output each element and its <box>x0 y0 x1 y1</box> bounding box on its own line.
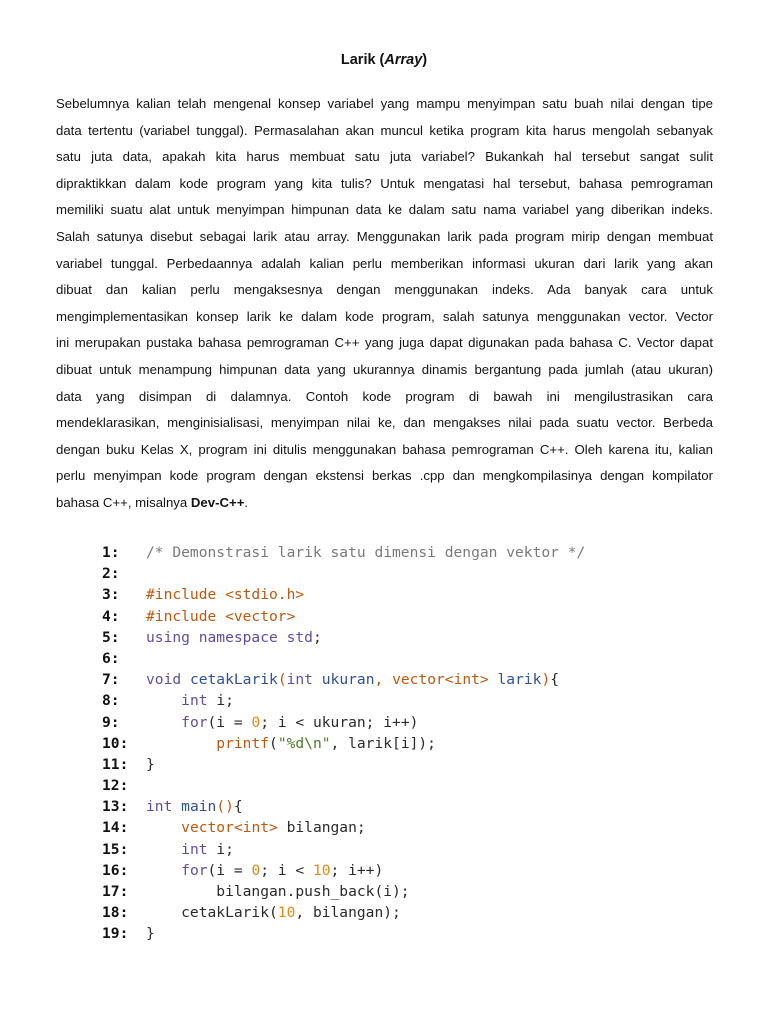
line-number: 16: <box>102 861 129 879</box>
paragraph-last-line <box>56 490 713 517</box>
paragraph-line: variabel tunggal. Perbedaannya adalah kalian perlu memberikan informasi ukuran dari larik yang akan <box>56 255 713 271</box>
code-listing <box>102 542 722 945</box>
line-number: 7: <box>102 671 120 689</box>
code-token: int <box>286 671 322 689</box>
code-token <box>146 819 181 836</box>
code-token: printf <box>216 734 270 752</box>
page-title <box>0 52 768 68</box>
code-token: 10 <box>312 861 331 879</box>
code-line <box>102 881 722 902</box>
paragraph-line: ini merupakan pustaka bahasa pemrograman C++ yang juga dapat digunakan pada bahasa C. Vector dapat <box>56 335 713 351</box>
code-token: (i = <box>207 861 252 879</box>
paragraph-last-suffix: . <box>244 494 249 510</box>
line-number: 1: <box>102 544 120 561</box>
code-token: bilangan.push_back(i); <box>146 883 410 900</box>
code-token: ; i < <box>260 861 313 879</box>
code-line <box>102 754 722 775</box>
code-token: ukuran <box>321 671 375 689</box>
line-number: 6: <box>102 649 120 667</box>
line-number: 5: <box>102 628 120 646</box>
paragraph-line: data yang disimpan di dalamnya. Contoh kode program di bawah ini mengilustrasikan cara <box>56 388 713 404</box>
code-token: i; <box>216 692 234 710</box>
code-line <box>102 733 722 754</box>
code-token: ) <box>541 671 551 689</box>
title-close: ) <box>422 52 428 68</box>
code-token: vector<int> <box>392 671 498 689</box>
paragraph-line: satu juta data, apakah kita harus membuat satu juta variabel? Bukankah hal tersebut sangat sulit <box>56 149 713 165</box>
code-line <box>102 690 722 711</box>
paragraph-line: perlu menyimpan kode program dengan ekstensi berkas .cpp dan mengkompilasinya dengan kompilator <box>56 468 713 484</box>
line-number: 11: <box>102 755 129 773</box>
code-line <box>102 627 722 648</box>
code-token: cetakLarik <box>189 671 278 689</box>
code-text <box>146 671 559 688</box>
code-text <box>146 735 436 752</box>
code-token: cetakLarik( <box>146 904 278 922</box>
paragraph-line: mengimplementasikan konsep larik ke dalam kode program, salah satunya menggunakan vector. Vector <box>56 308 713 324</box>
code-text <box>146 819 366 836</box>
paragraph-line: Sebelumnya kalian telah mengenal konsep variabel yang mampu menyimpan satu buah nilai dengan tipe <box>56 96 713 111</box>
code-token: { <box>550 671 560 689</box>
paragraph-line: data tertentu (variabel tunggal). Permasalahan akan muncul ketika program kita harus mengolah sebanyak <box>56 122 713 138</box>
line-number: 2: <box>102 565 120 583</box>
code-token: larik <box>497 671 542 689</box>
line-number: 19: <box>102 925 129 943</box>
code-token: i; <box>216 840 234 858</box>
code-token: , <box>374 671 393 689</box>
line-number: 14: <box>102 819 129 837</box>
code-text <box>146 798 243 815</box>
code-line <box>102 584 722 605</box>
line-number: 18: <box>102 904 129 922</box>
code-text <box>146 714 418 731</box>
code-text <box>146 925 155 942</box>
line-number: 13: <box>102 798 129 816</box>
code-token: 10 <box>277 904 296 922</box>
code-token <box>146 735 216 752</box>
paragraph-line: mendeklarasikan, menginisialisasi, menyimpan nilai ke, dan mengakses nilai pada suatu vector. Berbeda <box>56 415 713 431</box>
code-token: ( <box>277 671 287 689</box>
code-token: "%d\n" <box>277 734 331 752</box>
code-token: ; i++) <box>330 861 384 879</box>
code-text <box>146 544 585 561</box>
line-number: 12: <box>102 777 129 795</box>
code-token: (i = <box>207 713 252 731</box>
code-token: void <box>146 671 190 689</box>
code-line <box>102 817 722 838</box>
line-number: 3: <box>102 586 120 604</box>
paragraph-line: Salah satunya disebut sebagai larik atau array. Menggunakan larik pada program mirip dengan membuat <box>56 228 713 244</box>
code-token: int <box>181 840 217 858</box>
code-text <box>146 586 304 603</box>
code-token <box>146 841 181 858</box>
intro-paragraph <box>56 91 713 517</box>
code-token: { <box>233 798 243 816</box>
line-number: 4: <box>102 607 120 625</box>
code-text <box>146 692 234 709</box>
code-token: #include <stdio.h> <box>146 586 305 604</box>
line-number: 8: <box>102 692 120 710</box>
code-line <box>102 860 722 881</box>
code-token: main <box>181 798 217 816</box>
code-token: #include <vector> <box>146 607 296 625</box>
code-token: vector<int> <box>181 819 287 837</box>
code-line <box>102 563 722 584</box>
code-line <box>102 648 722 669</box>
paragraph-last-prefix: bahasa C++, misalnya <box>56 494 191 510</box>
code-token <box>146 714 181 731</box>
code-line <box>102 839 722 860</box>
code-token <box>146 692 181 709</box>
code-text <box>146 904 401 921</box>
code-token: , larik[i]); <box>330 734 436 752</box>
title-text: Larik ( <box>340 52 385 68</box>
paragraph-line: dengan buku Kelas X, program ini ditulis menggunakan bahasa pemrograman C++. Oleh karena itu, kalian <box>56 441 713 457</box>
code-line <box>102 669 722 690</box>
line-number: 15: <box>102 840 129 858</box>
code-text <box>146 608 295 625</box>
code-token: bilangan; <box>286 819 366 837</box>
code-token: } <box>146 755 155 773</box>
code-token: for <box>181 861 208 879</box>
code-token: ; <box>312 628 322 646</box>
code-token: using namespace <box>146 628 287 646</box>
code-token: 0 <box>251 861 261 879</box>
code-token: /* Demonstrasi larik satu dimensi dengan vektor */ <box>146 544 586 561</box>
code-token: int <box>146 798 182 816</box>
line-number: 10: <box>102 734 129 752</box>
code-token: ; i < ukuran; i++) <box>260 713 419 731</box>
code-text <box>146 841 234 858</box>
code-text <box>146 862 383 879</box>
code-token <box>146 862 181 879</box>
code-line <box>102 606 722 627</box>
paragraph-line: dibuat untuk menampung himpunan data yang ukurannya dinamis bergantung pada jumlah (atau ukuran) <box>56 361 713 377</box>
code-token: 0 <box>251 713 261 731</box>
paragraph-line: memiliki suatu alat untuk menyimpan himpunan data ke dalam satu nama variabel yang diberikan indeks. <box>56 202 713 218</box>
title-italic: Array <box>384 52 423 68</box>
code-token: int <box>181 692 217 710</box>
code-line <box>102 542 722 563</box>
code-line <box>102 775 722 796</box>
code-token: () <box>216 798 234 816</box>
code-text <box>146 883 410 900</box>
code-line <box>102 712 722 733</box>
code-line <box>102 923 722 944</box>
line-number: 9: <box>102 713 120 731</box>
code-token: std <box>286 628 313 646</box>
paragraph-line: dipraktikkan dalam kode program yang kita tulis? Untuk mengatasi hal tersebut, bahasa pemrograman <box>56 175 713 191</box>
code-text <box>146 629 322 646</box>
paragraph-line: dibuat dan kalian perlu mengaksesnya dengan menggunakan indeks. Ada banyak cara untuk <box>56 282 713 298</box>
code-token: for <box>181 713 208 731</box>
code-token: } <box>146 925 155 943</box>
line-number: 17: <box>102 883 129 900</box>
code-line <box>102 796 722 817</box>
code-token: ( <box>269 734 278 752</box>
code-token: , bilangan); <box>295 904 401 922</box>
ide-name: Dev-C++ <box>190 494 245 510</box>
code-line <box>102 902 722 923</box>
code-text <box>146 756 155 773</box>
